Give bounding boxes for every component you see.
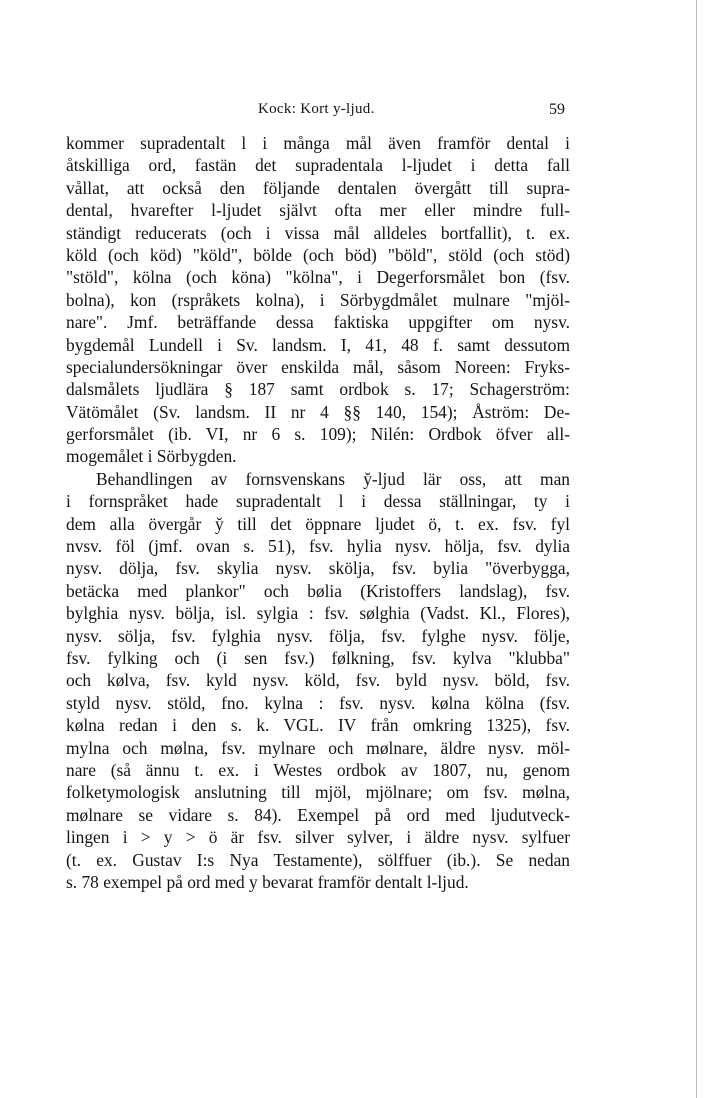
text-line: nare (så ännu t. ex. i Westes ordbok av 1807, nu, genom <box>66 759 570 780</box>
text-line: betäcka med plankor" och bølia (Kristoffers landslag), fsv. <box>66 580 570 601</box>
text-line: bolna), kon (rspråkets kolna), i Sörbygdmålet mulnare "mjöl- <box>66 289 570 310</box>
page-number: 59 <box>549 101 565 118</box>
text-line: bylghia nysv. bölja, isl. sylgia : fsv. sølghia (Vadst. Kl., Flores), <box>66 603 570 624</box>
text-line: köld (och köd) "köld", bölde (och böd) "böld", stöld (och stöd) <box>66 244 570 265</box>
body-text <box>66 132 570 893</box>
text-line: lingen i > y > ö är fsv. silver sylver, i äldre nysv. sylfuer <box>66 827 570 848</box>
text-line: kommer supradentalt l i många mål även framför dental i <box>66 133 570 153</box>
text-line: kølna redan i den s. k. VGL. IV från omkring 1325), fsv. <box>66 715 570 736</box>
text-line: dalsmålets ljudlära § 187 samt ordbok s. 17; Schagerström: <box>66 379 570 400</box>
page-edge-line <box>696 0 697 1098</box>
text-line: specialundersökningar över enskilda mål, såsom Noreen: Fryks- <box>66 356 570 377</box>
text-line: Vätömålet (Sv. landsm. II nr 4 §§ 140, 154); Åström: De- <box>66 401 570 422</box>
text-line: mylna och mølna, fsv. mylnare och mølnare, äldre nysv. möl- <box>66 737 570 758</box>
text-line: gerforsmålet (ib. VI, nr 6 s. 109); Nilén: Ordbok öfver all- <box>66 424 570 445</box>
text-line: "stöld", kölna (och köna) "kölna", i Degerforsmålet bon (fsv. <box>66 267 570 288</box>
text-line: nvsv. föl (jmf. ovan s. 51), fsv. hylia nysv. hölja, fsv. dylia <box>66 536 570 557</box>
text-line: nare". Jmf. beträffande dessa faktiska uppgifter om nysv. <box>66 312 570 333</box>
text-line: nysv. dölja, fsv. skylia nysv. skölja, fsv. bylia "överbygga, <box>66 558 570 579</box>
text-line: åtskilliga ord, fastän det supradentala l-ljudet i detta fall <box>66 155 570 176</box>
text-line: dental, hvarefter l-ljudet självt ofta mer eller mindre full- <box>66 200 570 221</box>
text-line: folketymologisk anslutning till mjöl, mjölnare; om fsv. mølna, <box>66 782 570 803</box>
text-line: styld nysv. stöld, fno. kylna : fsv. nysv. kølna kölna (fsv. <box>66 692 570 713</box>
text-line: i fornspråket hade supradentalt l i dessa ställningar, ty i <box>66 491 570 512</box>
text-line: s. 78 exempel på ord med y bevarat framför dentalt l-ljud. <box>66 871 469 892</box>
text-line: och kølva, fsv. kyld nysv. köld, fsv. byld nysv. böld, fsv. <box>66 670 570 691</box>
text-line: Behandlingen av fornsvenskans y̆-ljud lär oss, att man <box>96 468 570 489</box>
text-line: (t. ex. Gustav I:s Nya Testamente), sölffuer (ib.). Se nedan <box>66 849 570 870</box>
text-line: nysv. sölja, fsv. fylghia nysv. följa, fsv. fylghe nysv. följe, <box>66 625 570 646</box>
running-title: Kock: Kort y-ljud. <box>258 101 375 117</box>
text-line: ständigt reducerats (och i vissa mål alldeles bortfallit), t. ex. <box>66 222 570 243</box>
text-line: dem alla övergår y̆ till det öppnare ljudet ö, t. ex. fsv. fyl <box>66 513 570 534</box>
text-line: fsv. fylking och (i sen fsv.) følkning, fsv. kylva "klubba" <box>66 647 570 668</box>
text-line: bygdemål Lundell i Sv. landsm. I, 41, 48 f. samt dessutom <box>66 334 570 355</box>
text-line: mølnare se vidare s. 84). Exempel på ord med ljudutveck- <box>66 804 570 825</box>
text-line: mogemålet i Sörbygden. <box>66 446 237 467</box>
text-line: vållat, att också den följande dentalen övergått till supra- <box>66 177 570 198</box>
